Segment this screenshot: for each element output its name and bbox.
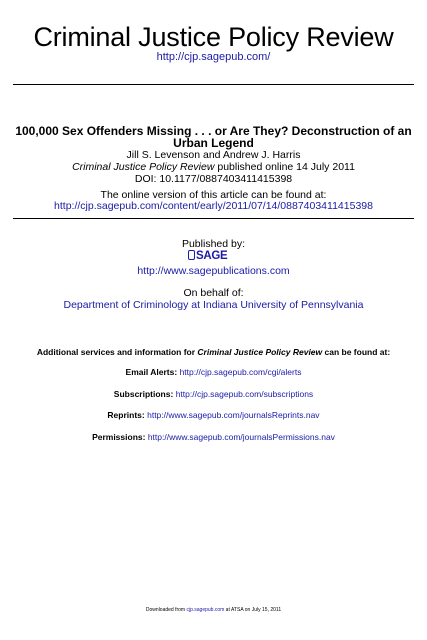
download-footer bbox=[0, 607, 427, 613]
bottom-rule bbox=[13, 218, 414, 219]
service-link[interactable]: http://cjp.sagepub.com/subscriptions bbox=[175, 389, 314, 399]
services-intro-journal: Criminal Justice Policy Review bbox=[197, 347, 323, 357]
service-permissions bbox=[0, 432, 427, 442]
publication-journal-name: Criminal Justice Policy Review bbox=[72, 161, 215, 173]
service-label: Permissions: bbox=[92, 432, 146, 442]
journal-title: Criminal Justice Policy Review bbox=[33, 22, 394, 52]
publisher-url-link[interactable]: http://www.sagepublications.com bbox=[137, 265, 290, 277]
online-version-link[interactable]: http://cjp.sagepub.com/content/early/2011/07/14/0887403411415398 bbox=[54, 200, 373, 212]
footer-site-link[interactable]: cjp.sagepub.com bbox=[186, 607, 225, 613]
article-title-line2: Urban Legend bbox=[173, 136, 254, 150]
article-title-line1: 100,000 Sex Offenders Missing . . . or Are They? Deconstruction of an bbox=[15, 124, 412, 138]
service-label: Email Alerts: bbox=[125, 367, 178, 377]
service-email-alerts bbox=[0, 367, 427, 377]
service-link[interactable]: http://www.sagepub.com/journalsPermissions.nav bbox=[147, 432, 335, 442]
sage-logo bbox=[188, 250, 238, 262]
service-label: Reprints: bbox=[107, 410, 145, 420]
journal-url-link[interactable]: http://cjp.sagepub.com/ bbox=[156, 51, 271, 63]
on-behalf-of-label: On behalf of: bbox=[183, 287, 244, 299]
footer-prefix: Downloaded from bbox=[145, 607, 187, 613]
service-subscriptions bbox=[0, 389, 427, 399]
service-reprints bbox=[0, 410, 427, 420]
department-link[interactable]: Department of Criminology at Indiana University of Pennsylvania bbox=[63, 299, 364, 311]
service-link[interactable]: http://www.sagepub.com/journalsReprints.nav bbox=[147, 410, 320, 420]
publication-line bbox=[0, 161, 427, 173]
sage-logo-text: SAGE bbox=[196, 250, 228, 262]
services-intro-suffix: can be found at: bbox=[322, 347, 391, 357]
article-authors: Jill S. Levenson and Andrew J. Harris bbox=[126, 149, 301, 161]
service-link[interactable]: http://cjp.sagepub.com/cgi/alerts bbox=[179, 367, 302, 377]
footer-suffix: at ATSA on July 15, 2011 bbox=[224, 607, 282, 613]
service-label: Subscriptions: bbox=[113, 389, 174, 399]
services-intro-prefix: Additional services and information for bbox=[36, 347, 198, 357]
sage-logo-icon bbox=[188, 250, 195, 260]
publication-date: published online 14 July 2011 bbox=[214, 161, 355, 173]
article-doi: DOI: 10.1177/0887403411415398 bbox=[134, 173, 293, 185]
services-intro bbox=[0, 347, 427, 357]
published-by-label: Published by: bbox=[181, 238, 246, 250]
online-version-text: The online version of this article can be found at: bbox=[100, 189, 327, 201]
top-rule bbox=[13, 84, 414, 85]
